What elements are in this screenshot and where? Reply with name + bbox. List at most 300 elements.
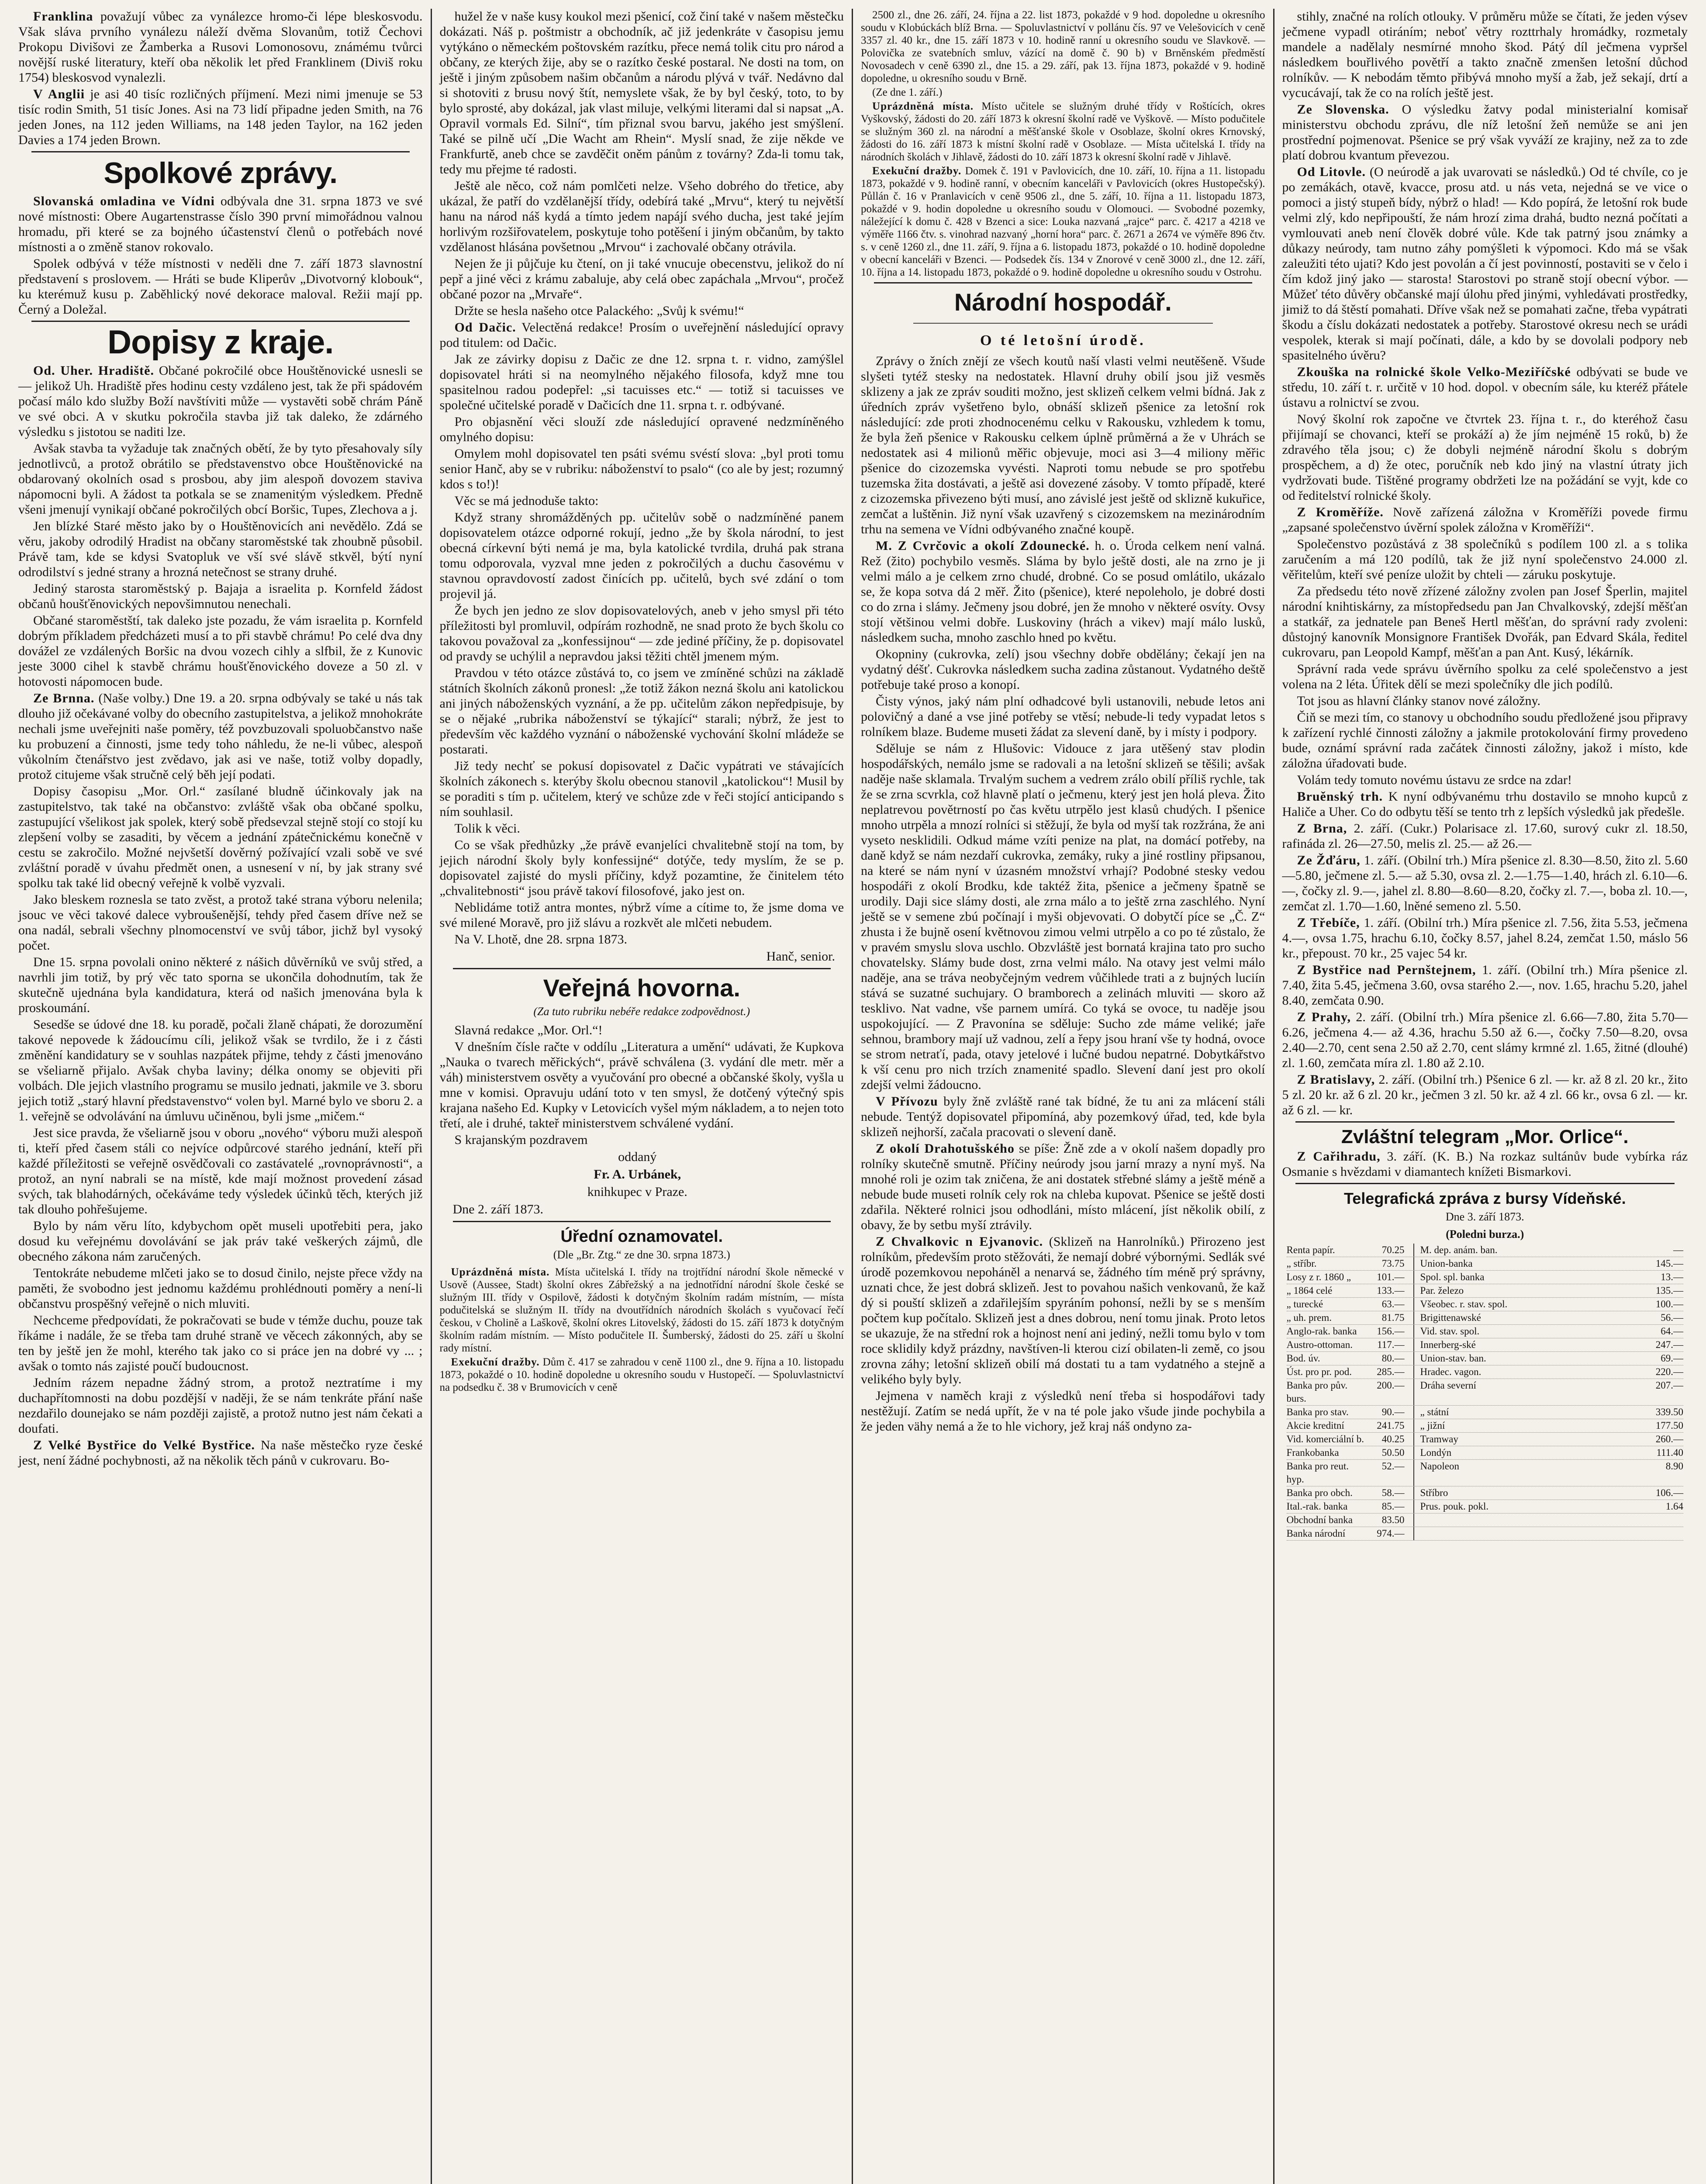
paragraph-lead: Uprázdněná místa. (872, 100, 974, 112)
divider (913, 323, 1213, 324)
column-1 (10, 9, 432, 2184)
table-cell: „ uh. prem. (1286, 1312, 1332, 1323)
table-cell (1644, 1527, 1683, 1540)
paragraph-lead: Ze Slovenska. (1297, 102, 1389, 117)
paragraph (18, 784, 423, 891)
intro-section (18, 9, 423, 148)
uredni-section (440, 1266, 844, 1394)
paragraph-text: Nově zařízená záložna v Kroměříži povede firmu „zapsané společenstvo úvěrní spolek záložna v Kroměříži“. (1282, 505, 1688, 535)
table-row (1287, 1406, 1683, 1419)
paragraph-lead: Z Prahy, (1297, 1010, 1351, 1024)
signature-knihkupec: knihkupec v Praze. (587, 1185, 687, 1199)
signature-date: Dne 2. září 1873. (452, 1202, 543, 1216)
paragraph-text: (Sklizeň na Hanrolníků.) Přirozeno jest rolníkům, především proto stěžováti, že nemají dobré výbornými. Sedlák své úrodě pozemkovou nepoháněl a nenarvá se, žádného tím méně prý správny, uznati chce, že jest dobrá sklizeň. Jest to povahou našich venkovanů, že kaž dý si pouští sklizeň a zdařilejším spyráním pohonsí, nežli by se s menším počtem kup počítalo. Sklizeň jest a dnes dobrou, není tomu jinak. Proto letos se ukazuje, že na střední rok a hojnost není ani jediný, nežli tomu bylo v tom roce sklidily když prázdny, navštíven-li kterou cizí obilaten-li země, co jsou zrovna záhy; letošní sklizeň obilí má dostati tu a tam vydatného a stejně a velikého byly byly. (861, 1234, 1265, 1386)
signature-oddany: oddaný (618, 1150, 657, 1164)
table-row (1287, 1365, 1683, 1379)
paragraph-lead: V Přívozu (876, 1094, 938, 1109)
paragraph (440, 493, 844, 508)
table-cell: Innerberg-ské (1420, 1339, 1476, 1350)
paragraph-text: (Ze dne 1. září.) (872, 86, 943, 98)
paragraph (1282, 915, 1688, 961)
table-cell: 285.— (1365, 1365, 1414, 1379)
paragraph-text: (O neúrodě a jak uvarovati se následků.) Od té chvíle, co je po zemákách, otavě, kvacce, prosu atd. u nás veta, nejedná se ve vice o pomoci a jistý stupeň bídy, nýbrž o hlad! — Kdo popírá, že letošní rok bude velmi zlý, kdo nepřipouští, že nám hrozí zima drahá, budto nezná počítati a vymlouvati aneb není člověk dobré vůle. Kde tak patrný jsou známky a důkazy neúrody, tam nutno záhy pomýšleti k výpomoci. Kdo má se však zaleužiti této ujati? Kdo jest povolán a čí jest povinností, postaviti se v čelo i čím kdož jiný jako — starosta! Starostovi po straně stojí obecní výbor. — Můžeť této důvěry občanské mají úlohu před jinými, vyhledávati prostředky, jimiž to dá štěstí pomahati. Dříve však než se pomahati začne, třeba vypátrati škodu a číslu dokázati nedostatek a potřeby. Starostové okresu nech se urádi vespolek, kterak si mají počínati, dále, a kdo by se dovolali podpory neb spasitelného úvěru? (1282, 165, 1688, 363)
paragraph-text: Tolik k věci. (454, 821, 520, 836)
table-cell: Hradec. vagon. (1420, 1366, 1482, 1377)
paragraph (18, 256, 423, 317)
table-cell: 52.— (1365, 1460, 1414, 1486)
table-cell: 63.— (1365, 1298, 1414, 1311)
paragraph-text: Sesedše se údové dne 18. ku poradě, počali žlaně chápati, že dorozumění takové nepovede k žádoucímu cíli, jelikož však se tvrdilo, že i z části změnění kandidatury se v souhlas nazpátek přijme, tehdy z části jmenováno se všeliarně přijalo. Avšak chyba laviny; délka onomy se objeviti při volbách. Dle jejich vlastního programu se musilo jednati, jakmile ve 3. sboru jejich totiž „starý hlavní představenstvo“ volen byl. Marné bylo ve sboru 2. a 1. veřejně se odvolávání na úmluvu učiněnou, byli jsme „mičem.“ (18, 1017, 423, 1123)
paragraph (1282, 164, 1688, 363)
paragraph-text: Jen blízké Staré město jako by o Houštěnovicích ani nevědělo. Zdá se věru, jakoby odrodilý Hradist na občany staroměstské tak zhoubně působil. Právě tam, kde se kdysi Svatopluk ve vší své slávě stkvěl, býtí nyní odrodilství s jedné strany a hrozná netečnost se strany druhé. (18, 519, 423, 579)
burza-date: Dne 3. září 1873. (1445, 1210, 1524, 1223)
paragraph-text: 2. září. (Cukr.) Polarisace zl. 17.60, surový cukr zl. 18.50, rafináda zl. 26—27.50, melis zl. 25.— až 26.— (1282, 821, 1688, 851)
paragraph-text: Avšak stavba ta vyžaduje tak značných obětí, že by tyto přesahovaly síly jednotlivců, a protož obrátilo se představenstvo obce Houštěnovické na obdarovaný okolních osad s prosbou, aby jim alespoň dovozem staviva nápomocni byli. A žádost ta potkala se se znamenitým výsledkem. Předně všeni jmenují vynikají občané pokročilých obcí Boršic, Tupes, Zlechova a j. (18, 441, 423, 517)
paragraph-lead: Uprázdněná místa. (451, 1266, 550, 1278)
table-cell (1644, 1514, 1683, 1527)
table-cell: 220.— (1655, 1366, 1684, 1377)
section-title-spolkove: Spolkové zprávy. (104, 156, 338, 190)
paragraph-text: odbývala dne 31. srpna 1873 ve své nové místnosti: Obere Augartenstrasse číslo 390 první mimořádnou valnou hromadu, při které se za bojného účastenství členů o potřebách nové místnosti a o změně stanov rokovalo. (18, 194, 423, 254)
table-row (1287, 1352, 1683, 1365)
paragraph-text: 1. září. (Obilní trh.) Míra pšenice zl. 8.30—8.50, žito zl. 5.60—5.80, ječmene zl. 5.— až 5.30, ovsa zl. 2.—1.75—1.40, hrách zl. 6.10—6.—, čočky zl. 9.—, jahel zl. 8.80—8.60—8.20, čočky zl. 7.—, boba zl. 10.—, zemčat zl. 1.70—1.60, lněné semeno zl. 5.50. (1282, 853, 1688, 913)
table-cell: 117.— (1365, 1338, 1414, 1351)
paragraph (440, 352, 844, 413)
paragraph-text: Zprávy o žních znějí ze všech koutů naší vlasti velmi neutěšeně. Všude slyšeti tytéž stesky na nedostatek. Hlavní druhy obilí jsou již vesměs sklizeny a jak ze zpráv souditi možno, jest sklizeň celkem velmi bídná. Jak z úředních zpráv vyšetřeno bylo, obnáší sklizeň pšenice za letošní rok následující: zde proti zhodnocenému celku v Rakousku, vzhledem k tomu, že byla žeň pšenice v Rakousku celkem úplně průměrná a že v Uhrách se nedostatek asi 4 milionů měřic objevuje, moci asi 3—4 miliony měřic pšenice do cizozemska vyvésti. Naproti tomu nebude se pro spotřebu tuzemska žita dostávati, a ještě asi dovezené zásoby. V tomto případě, které z cizozemska přivezeno býti musí, ano závislé jest ještě od sklizně kukuřice, zemčat a luštěnin. Již nyní však uzavřený s cizozemskem na mezinárodním trhu na semena ve Vídni odbývaného značné koupě. (861, 354, 1265, 536)
paragraph (1282, 364, 1688, 410)
paragraph (18, 1218, 423, 1264)
divider (31, 151, 410, 152)
paragraph (1282, 772, 1688, 788)
table-cell: Stříbro (1420, 1487, 1448, 1498)
table-cell: 339.50 (1655, 1406, 1684, 1417)
paragraph (440, 1039, 844, 1131)
paragraph (440, 178, 844, 255)
paragraph (861, 100, 1265, 163)
paragraph-lead: Bruěnský trh. (1297, 789, 1383, 804)
paragraph (861, 1234, 1265, 1387)
paragraph-lead: Z Velké Bystřice do Velké Bystřice. (33, 1438, 255, 1452)
divider (1295, 1121, 1675, 1123)
table-cell: 56.— (1661, 1312, 1684, 1323)
paragraph-lead: Z Kroměříže. (1297, 505, 1384, 519)
paragraph (861, 353, 1265, 537)
paragraph (1282, 661, 1688, 692)
paragraph (18, 1017, 423, 1124)
divider (1295, 1183, 1675, 1184)
paragraph-text: Pravdou v této otázce zůstává to, co jsem ve zmíněné schůzi na základě státních školních zákonů pronesl: „že totiž žákon nezná školu ani katolickou ani jiných náboženských vyznání, a že pp. učitelům zákon nepředpisuje, by se o nějaké „rubrika náboženství se týkající“ starali; nýbrž, že jest to především věc každého vyznání o náboženské vychování školní mládeže se postarati. (439, 666, 844, 757)
paragraph (1282, 536, 1688, 582)
paragraph (440, 1356, 844, 1394)
table-row (1287, 1284, 1683, 1298)
table-cell: Vid. komerciální b. (1286, 1434, 1364, 1444)
divider (453, 1221, 831, 1222)
paragraph-lead: Z Bystřice nad Pernštejnem, (1297, 963, 1476, 977)
table-row (1287, 1514, 1683, 1527)
paragraph (440, 665, 844, 757)
paragraph (18, 1265, 423, 1311)
section-title-uredni: Úřední oznamovatel. (560, 1227, 723, 1246)
paragraph (1282, 102, 1688, 163)
paragraph-text: 2. září. (Obilní trh.) Míra pšenice zl. 6.66—7.80, žita 5.70—6.26, ječmena 4.— až 4.36, hrachu 5.50 až 6.—, čočky 7.50—8.20, ovsa 2.40—2.70, cent sena 2.50 až 2.70, cent slámy krmné zl. 1.65, žitné (dlouhé) zl. 1.60, zemčata míra zl. 1.80 až 2.10. (1282, 1010, 1688, 1070)
paragraph-text: Nejen že ji půjčuje ku čtení, on ji také vnucuje obecenstvu, jelikož do ní pepř a jiné věci z krámu zabaluje, aby celá obec zapáchala „Mrvou“, pročež občané pozor na „Mrvaře“. (439, 256, 844, 301)
paragraph-lead: Exekuční dražby. (451, 1356, 540, 1368)
paragraph (18, 9, 423, 85)
paragraph-text: Věc se má jednoduše takto: (454, 494, 599, 508)
paragraph (440, 1023, 844, 1038)
table-cell: 133.— (1365, 1284, 1414, 1297)
paragraph (18, 194, 423, 255)
paragraph-text: Nechceme předpovídati, že pokračovati se bude v témže duchu, pouze tak říkáme i nadále, že se třeba tam druhé straně ve věcech zákonných, aby se ten by ještě jen že mohl, kterého tak jako co si práce jen na dobré vy ... ; avšak o tomto nás zajisté poučí budoucnost. (18, 1313, 423, 1373)
paragraph (861, 1388, 1265, 1434)
paragraph-lead: Od Litovle. (1297, 165, 1366, 179)
table-cell: Dráha severní (1420, 1380, 1476, 1391)
paragraph-text: Spolek odbývá v téže místnosti v neděli dne 7. září 1873 slavnostní představení s proslovem. — Hráti se bude Kliperův „Divotvorný klobouk“, ku kterémuž kusu p. Zaběhlický nové dekorace maloval. Režii mají pp. Černý a Doležal. (18, 256, 423, 317)
paragraph-text: Již tedy nechť se pokusí dopisovatel z Dačic vypátrati ve stávajících školních zákonech s. kterýby školu obecnou stanovil „katolickou“! Musil by se poraditi s tím p. učitelem, který ve schůze zde v řeči stojící anticipando s ním souhlasil. (439, 759, 844, 819)
paragraph-text: Občané pokročilé obce Houštěnovické usnesli se — jelikož Uh. Hradiště přes hodinu cesty vzdáleno jest, tak že při spádovém počasí málo kdo služby Boží navštíviti může — vystavěti sobě chrám Páně ve své obci. A v skutku pokročila stavba již tak daleko, že zdárného výsledku s jistotou se naditi lze. (18, 363, 423, 439)
table-cell: 247.— (1655, 1339, 1684, 1350)
paragraph-text: hužel že v naše kusy koukol mezi pšenicí, což činí také v našem městečku dokázati. Náš p. poštmistr a obchodník, ač již jedenkráte v časopisu jemu vytýkáno o německém poštovském razítku, přece nemá tolik citu pro národ a občany, ze kterých žije, aby se o razítko české postaral. Ne dosti na tom, on ještě i jiným způsobem našim občanům a národu plývá v tvář. Nedávno dal si shotoviti z brusu nový štít, nemyslete však, že by byl český, toto, to by bylo sprosté, aby dokázal, jak vlast miluje, velkými literami dal si napsat „A. Opravil vormals Ed. Silní“, tím přiznal svou barvu, jakého jest smýšlení. Také se pilně učí „Die Wacht am Rhein“. Myslí snad, že zije někde ve Frankfurtě, aneb chce se zavděčit oněm pánům z továrny? Zda-li tomu tak, tedy mu přejme té radosti. (439, 9, 844, 176)
paragraph-text: Čiň se mezi tím, co stanovy u obchodního soudu předložené jsou připravy k zařízení rychlé činnosti záložny a jakmile protokolování firmy provedeno bude, oznámí správní rada začátek činnosti záložny, jakož i místo, kde záložna úřadovati bude. (1282, 710, 1688, 771)
section-title-narodni: Národní hospodář. (954, 288, 1172, 316)
section-subtitle-verejna: (Za tuto rubriku nebéře redakce zodpovědnost.) (533, 1005, 750, 1018)
paragraph-text: Domek č. 191 v Pavlovicích, dne 10. září, 10. října a 11. listopadu 1873, pokaždé v 9. hodině ranní, v obecním kanceláři v Pavlovicích (okres Hustopečský). Půllán č. 16 v Pranlavicích v ceně 9506 zl., dne 5. září, 10. října a 11. listopadu 1873, pokaždé v 9. hodin dopoledne u okresního soudu v Olomouci. — Svobodné pozemky, náležející k domu č. 428 v Bzenci a sice: Louka nazvaná „rajce“ parc. č. 4217 a 4218 ve výměře 1166 čtv. s. vinohrad nazvaný „horní hora“ parc. č. 2671 a 2674 ve výměře 896 čtv. s. v ceně 1260 zl., dne 11. září, 9. října a 6. listopadu 1873, pokaždé o 10. hodině dopoledne v obecní kanceláři v Bzenci. — Podsedek čís. 134 v Znorové v ceně 3000 zl., dne 12. září, 10. října a 14. listopadu 1873, pokaždé o 9. hodině dopoledne u okresního soudu v Ostrohu. (861, 165, 1265, 278)
paragraph (1282, 1149, 1688, 1179)
paragraph (18, 1438, 423, 1468)
paragraph-text: Jejmena v naměch kraji z výsledků není třeba si hospodářovi tady nestěžují. Zatím se nedá upřít, že v na té pole jako všude jinde pochybila a že jeden vähy nemá a že to hle vichory, jež kraj náš ondyno za- (861, 1389, 1265, 1434)
paragraph (861, 538, 1265, 645)
paragraph (1282, 853, 1688, 914)
table-cell: 145.— (1655, 1258, 1684, 1269)
paragraph-text: Jako bleskem roznesla se tato zvěst, a protož také strana výboru nelenila; jsouc ve věci takové dalece vybroušenější, tehdy před časem dříve než se ona nadál, sebrali všechny plnomocenství ve svůj tábor, jichž byl vysoký počet. (18, 892, 423, 953)
table-cell: Renta papír. (1286, 1244, 1335, 1255)
paragraph-text: 2500 zl., dne 26. září, 24. října a 22. list 1873, pokaždé v 9 hod. dopoledne u okresního soudu v Klobúckách blíž Brna. — Spoluvlastnictví v pollánu čís. 97 ve Velešovicích v ceně 3357 zl. 40 kr., dne 15. září 1873 v 10. hodině ranní u okresního soudu ve Slavkově. — Polovička ze svatebních smluv, vázící na domě č. 90 b) v Brněnském předměstí Novosadech v ceně 6390 zl., dne 15. a 29. září, pak 13. října 1873, pokaždé v 9. hodině dopoledne, u okresního soudu v Brně. (861, 9, 1265, 84)
column-3 (853, 9, 1274, 2184)
paragraph-text: 3. září. (K. B.) Na rozkaz sultánův bude vybírka ráz Osmanie s hvězdami v diamantech knížeti Bismarkovi. (1282, 1149, 1688, 1179)
signature-hanc: Hanč, senior. (766, 949, 836, 964)
paragraph-lead: V Anglii (33, 87, 85, 101)
article-title-letosni-uroda: O té letošní úrodě. (980, 332, 1146, 349)
paragraph (18, 1125, 423, 1217)
paragraph (861, 1094, 1265, 1140)
paragraph-text: Že bych jen jedno ze slov dopisovatelových, aneb v jeho smysl při této příležitosti byl promluvil, odpírám rozhodně, ne snad proto že bych školu co takovou považoval za „konfessijnou“ — zde jediné příčiny, že p. dopisovatel od pravdy se uchýlil a nepravdou jaksi těžiti chtěl jmenem mým. (439, 603, 844, 663)
table-cell: 69.— (1661, 1353, 1684, 1364)
paragraph-text: Bylo by nám věru líto, kdybychom opět museli upotřebiti pera, jako dosud ku veřejnému dovolávání se jak práv také veškerých zájmů, dle obecného zákona nám zaručených. (18, 1219, 423, 1264)
paragraph-text: stihly, značné na rolích otlouky. V průměru může se čítati, že jeden výsev ječmene vypadl otiráním; neboť větry rozttrhaly hromádky, rozmetaly mandele a nadělaly nesmírné mnoho škod. Pátý díl ječmena vypršel následkem bouřlivého povětří a takto značně zmenšen letošní důchod rolníkův. — K nebodám těmto přibývá mnoho myší a žab, jež sekají, drtí a vycucávají, tak že co na rolích ještě jest. (1282, 9, 1688, 100)
paragraph (18, 1375, 423, 1436)
paragraph-text: Jak ze závirky dopisu z Dačic ze dne 12. srpna t. r. vidno, zamýšlel dopisovatel hráti si na neomylného nějakého filosofa, když mne tou spasitelnou radou podepřel: „si tacuisses etc.“ — totiž si tacuisses ve společné učitelské poradě v Dačicích dne 11. srpna t. r. odbývané. (439, 352, 844, 412)
table-cell: Union-banka (1420, 1258, 1473, 1269)
paragraph-text: Jedním rázem nepadne žádný strom, a protož neztratíme i my duchapřítomnosti na dobu pozdější v naději, že se nám tenkráte přání naše nezdařilo dounejako se nám později zajistě, a protož nutno jest nám čekati a doufati. (18, 1375, 423, 1436)
paragraph-text: Neblidáme totiž antra montes, nýbrž víme a cítime to, že jsme doma ve své milené Moravě, pro již slávu a rozkvět ale mlčeti nebudem. (439, 900, 844, 930)
paragraph (440, 446, 844, 492)
paragraph (18, 581, 423, 612)
paragraph (440, 758, 844, 819)
section-subtitle-uredni: (Dle „Br. Ztg.“ ze dne 30. srpna 1873.) (553, 1248, 730, 1261)
paragraph-lead: Z Bratislavy, (1297, 1072, 1375, 1087)
column-4 (1274, 9, 1696, 2184)
paragraph-text: Omylem mohl dopisovatel ten psáti svému svéstí slova: „byl proti tomu senior Hanč, aby se v rubriku: náboženství to psalo“ (co ale by jest; rozumný kdos s to!)! (439, 446, 844, 491)
paragraph-lead: Z Brna, (1297, 821, 1347, 836)
table-cell: „ 1864 celé (1286, 1285, 1333, 1296)
table-cell: „ státní (1420, 1406, 1449, 1417)
paragraph (440, 1266, 844, 1355)
paragraph-text: Nový školní rok započne ve čtvrtek 23. října t. r., do kteréhož času přijímají se chovanci, kteří se prokáží a) že jím nejméně 15 roků, b) že zdravého těla jsou; c) že dobyli nejméně národní školu s dobrým prospěchem, a d) že otec, poručník neb kdo jiný na vlastní útraty jich vydržovati bude. Tištěné programy obdržeti lze na požádání se vyjt, kde co od ředitelství rolnické školy. (1282, 412, 1688, 503)
paragraph-lead: Z Chvalkovic n Ejvanovic. (876, 1234, 1043, 1249)
paragraph-text: Na naše městečko ryze české jest, není žádné pochybnosti, až na několik těch pánů v cukrovaru. Bo- (18, 1438, 423, 1468)
paragraph-text: Ještě ale něco, což nám pomlčeti nelze. Všeho dobrého do třetice, aby ukázal, že patří do vzdělanější třídy, odebírá také „Mrvu“, který tu největší hanu na národ náš kydá a tímto jedem napájí svého ducha, jest také jejím horlivým rozšiřovatelem, poskytuje toho potěšení i jiným občanům, by takto vzdělanost hlásána povšetnou „Mrvou“ i zachovalé občany otrávila. (439, 179, 844, 254)
paragraph (861, 9, 1265, 85)
table-cell: 241.75 (1365, 1419, 1414, 1432)
paragraph-text: je asi 40 tisíc rozličných příjmení. Mezi nimi jmenuje se 53 tisíc rodin Smith, 51 tisíc Jones. Asi na 73 lidí připadne jeden Smith, na 76 jeden Jones, na 112 jeden Williams, na 148 jeden Taylor, na 162 jeden Davies a 174 jeden Brown. (18, 87, 423, 147)
paragraph (18, 954, 423, 1016)
paragraph-lead: Z Cařihradu, (1297, 1149, 1381, 1164)
table-cell: 13.— (1661, 1272, 1684, 1282)
table-row (1287, 1257, 1683, 1271)
table-cell: 177.50 (1655, 1420, 1684, 1431)
table-cell (1414, 1527, 1644, 1540)
section-title-dopisy: Dopisy z kraje. (107, 324, 334, 361)
paragraph (1282, 821, 1688, 851)
table-cell (1414, 1514, 1644, 1527)
paragraph-lead: Z Třebíče, (1297, 916, 1360, 930)
burza-subtitle: (Poledni burza.) (1446, 1228, 1524, 1241)
paragraph (18, 86, 423, 148)
paragraph-text: Slavná redakce „Mor. Orl.“! (454, 1023, 603, 1037)
table-cell: Par. železo (1420, 1285, 1464, 1296)
paragraph-text: K nyní odbývanému trhu dostavilo se mnoho kupců z Haliče a Uher. Co do odbytu těší se tento trh z lepších výsledků jak předešle. (1282, 789, 1688, 819)
table-cell: „ stříbr. (1286, 1258, 1317, 1269)
table-cell: 100.— (1655, 1299, 1684, 1310)
table-cell: Napoleon (1420, 1461, 1459, 1472)
paragraph (440, 1132, 844, 1147)
table-cell: Londýn (1420, 1447, 1452, 1458)
paragraph-text: se píše: Žně zde a v okolí našem dopadly pro rolníky skutečně smutně. Příčiny neúrody jsou jarní mrazy a nyní myš. Na mnohé roli je ozim tak zničena, že ani dostatek střebné slámy a ještě méně a nebude bude museti rolník cely rok na chleba kupovat. Pšenice se ještě dosti zdařila. Některé rolnici jsou odhodláni, místo mlácení, jíst několik obilí, z obavy, že by setbu myší ztrávily. (861, 1141, 1265, 1232)
paragraph-text: 1. září. (Obilní trh.) Míra pšenice zl. 7.56, žita 5.53, ječmena 4.—, ovsa 1.75, hrachu 6.10, čočky 8.57, jahel 8.24, zemčat 1.50, máslo 56 kr., přepoust. 70 kr., 25 vajec 54 kr. (1282, 916, 1688, 961)
table-cell: 207.— (1655, 1380, 1684, 1391)
paragraph (18, 691, 423, 782)
table-cell: 58.— (1365, 1486, 1414, 1500)
table-cell: 156.— (1365, 1325, 1414, 1338)
section-title-burza: Telegrafická zpráva z bursy Vídeňské. (1343, 1189, 1626, 1207)
table-cell: Úst. pro pr. pod. (1286, 1366, 1352, 1377)
paragraph (861, 1141, 1265, 1233)
table-cell: Banka pro stav. (1286, 1406, 1349, 1417)
column-2 (432, 9, 853, 2184)
section-title-verejna: Veřejná hovorna. (543, 974, 740, 1002)
table-cell: Spol. spl. banka (1420, 1272, 1485, 1282)
paragraph (440, 837, 844, 898)
paragraph (18, 518, 423, 580)
table-cell: Akcie kreditní (1286, 1420, 1344, 1431)
paragraph-text: Okopniny (cukrovka, zelí) jsou všechny dobře obdělány; čekají jen na vydatný déšť. Cukrovka následkem sucha zadina zůstanout. Vydatného deště potřebuje také proso a konopí. (861, 647, 1265, 692)
section-title-telegram: Zvláštní telegram „Mor. Orlice“. (1341, 1126, 1629, 1147)
table-row (1287, 1311, 1683, 1325)
dopisy-section (18, 363, 423, 1468)
table-cell: Banka národní (1286, 1528, 1346, 1539)
table-row (1287, 1379, 1683, 1406)
paragraph-text: Velectěná redakce! Prosím o uveřejnění následující opravy pod titulem: od Dačic. (439, 320, 844, 350)
table-cell: Losy z r. 1860 „ (1286, 1272, 1351, 1282)
table-cell: 81.75 (1365, 1311, 1414, 1324)
paragraph-text: 1. září. (Obilní trh.) Míra pšenice zl. 7.40, žita 5.45, ječmena 3.60, ovsa starého 2.—, nov. 1.65, hrachu 5.20, jahel 8.40, zemčata 0.90. (1282, 963, 1688, 1008)
table-cell: 64.— (1661, 1326, 1684, 1337)
table-cell: Banka pro reut. hyp. (1286, 1461, 1349, 1485)
divider (453, 968, 831, 969)
table-cell: 90.— (1365, 1406, 1414, 1419)
table-cell: 1.64 (1665, 1501, 1684, 1512)
paragraph-text: Na V. Lhotě, dne 28. srpna 1873. (454, 932, 628, 947)
paragraph-text: Sděluje se nám z Hlušovic: Vidouce z jara utěšený stav plodin hospodářských, nemálo jsme se radovali a na letošní sklizeň se těšili; avšak naděje naše sklamala. Trvalým suchem a vedrem zrálo obilí příliš rychle, tak že se zrna scvrkla, což hlavně platí o ječmenu, který jest jen holá pleva. Žito neplatrevou povětrností po čas květu utrpělo jest klasů chudých. I pšenice mnoho utrpěla a mnozí rolníci si stěžují, že byla od myší tak rozžrána, že ani vyseto nesklidili. Odkud máme vzíti penize na plat, na domácí potřeby, na daně když se nám nezdaří cukrovka, zemáky, ruky a jiné rostliny připsanou, na které se nám nyní v úzasném množství vrhají? Podobné stesky vedou hospodáři z okolí Brodku, kde taktéž žita, pšenice a ječmeny špatně se urodily. Daji sice slámy dosti, ale zrna málo a to ještě zrna zaschlého. Nyní ještě se v semene zbú počínají i myši objevovati. O dobytčí píce se „Č. Z“ zhusta i že bujně osení květnovou zimou velmi utrpělo a co po té zůstalo, že v pravém smyslu slova uschlo. Obzvláště jest bornatá krajina tato pro sucho chovatelsky. Slámy bude dost, zrna velmi málo. Na otavy jest velmi málo naděje, ana se tráva neobyčejným vedrem vůčihlede trati a z bujných luciín stává se suzatné suchujary. O bramborech a zelinách mluviti — skoro až tesklivo. Nat vadne, vše parnem umírá. Co tyká se ovoce, tu naděje jsou uspokojující. — Z Pravonína se sděluje: Sucho zde máme veliké; jaře sehnou, brambory mají už vadnou, zelí a řepy jsou hraní vše ty hodná, ovoce se strom netraťí, pada, otavy jetelové i lučné budou nepatrné. Dobytkářstvo k vší cenu pro nich trzích znamenité spadlo. Slevení daní jest pro okolí zdejší velmi žádoucno. (861, 741, 1265, 1092)
table-cell: 974.— (1365, 1527, 1414, 1540)
verejna-section (440, 1023, 844, 1147)
paragraph (1282, 789, 1688, 819)
paragraph-text: Co se však předhůzky „že právě evanjelíci chvalitebně stojí na tom, by jejich národní školy byly konfessijné“ dotýče, tedy myslím, že se p. dopisovatel zajisté do mysli příčiny, když pozamtine, že činitelem této „chvalitebnosti“ jsou právě takoví filosofové, jako jest on. (439, 838, 844, 898)
paragraph-text: 2. září. (Obilní trh.) Pšenice 6 zl. — kr. až 8 zl. 20 kr., žito 5 zl. 20 kr. až 6 zl. 20 kr., ječmen 3 zl. 50 kr. až 4 zl. 66 kr., ovsa 6 zl. — kr. až 6 zl. — kr. (1282, 1072, 1688, 1117)
paragraph-lead: Zkouška na rolnické škole Velko-Meziříčské (1297, 365, 1571, 379)
paragraph-text: Občané staroměstští, tak daleko jste pozadu, že vám israelita p. Kornfeld dobrým příkladem předcházeti musí a to při stavbě chrámu! Po celé dva dny dovážel ze vzdálených Boršic na dvou vozech cihly a slfbil, že z Kunovic jeste 3000 cihel k stavbě chrámu houšťěnovického doveze a 50 zl. v hotovosti nápomocen bude. (18, 613, 423, 689)
paragraph-text: Místa učitelská I. třídy na trojtřídní národní škole německé v Usově (Aussee, Stadt) školní okres Zábřežský a na jednotřídní národní škole české se služným III. třídy v Ospilově, žádosti k dotyčným školním radám místním, — místa podučitelská se služným II. třídy na dvoutřídních národních školách s vyučovací řečí českou, v Cholině a Laškově, školní okres Litovelský, žádosti do 15. září 1873 k dotyčným školním radám místním. — Místo podučitele II. Šumberský, žádosti do 25. září u školní rady místní. (439, 1266, 844, 1354)
paragraph (440, 9, 844, 177)
paragraph (440, 414, 844, 445)
narodni-section (861, 353, 1265, 1434)
col2-top-section (440, 9, 844, 947)
paragraph-text: O výsledku žatvy podal ministerialní komisař ministerstvu obchodu zprávu, dle níž letošní žeň nemůže se ani jen prostřední pojmenovat. Pšenice se prý však vyváží ze krajiny, než za to zde platí dobrou kvantum převezou. (1282, 102, 1688, 162)
table-cell: Ital.-rak. banka (1286, 1501, 1348, 1512)
paragraph-text: odbývati se bude ve středu, 10. září t. r. určitě v 10 hod. dopol. v obecním sále, ku kteréž přátele ústavu a rolnictví se zvou. (1282, 365, 1688, 410)
table-cell: 73.75 (1365, 1257, 1414, 1270)
table-cell: 40.25 (1365, 1433, 1414, 1446)
paragraph-text: byly žně zvláště rané tak bídné, že tu ani za mlácení stáli nebude. Tentýž dopisovatel připomíná, aby pozemkový úřad, ted, kde byla sklizeň nejhorší, začala pracovati o slevení daně. (861, 1094, 1265, 1139)
paragraph-lead: Franklina (33, 9, 93, 24)
table-cell: 83.50 (1365, 1514, 1414, 1527)
paragraph (18, 613, 423, 689)
divider (874, 282, 1252, 283)
paragraph (1282, 584, 1688, 660)
table-row (1287, 1244, 1683, 1257)
paragraph-text: Správní rada vede správu úvěrního spolku za celé společenstvo a jest volena na 2 léta. Úřitek dělí se mezi společníky dle jich podílů. (1282, 662, 1688, 691)
table-cell: 50.50 (1365, 1446, 1414, 1459)
table-cell: 106.— (1655, 1487, 1684, 1498)
table-row (1287, 1298, 1683, 1311)
paragraph (440, 900, 844, 930)
table-cell: Frankobanka (1286, 1447, 1339, 1458)
paragraph-text: Tot jsou as hlavní články stanov nové záložny. (1297, 694, 1541, 708)
paragraph (440, 603, 844, 664)
table-cell: Banka pro pův. burs. (1286, 1380, 1348, 1404)
paragraph (18, 363, 423, 439)
table-cell: 101.— (1365, 1271, 1414, 1284)
telegram-section (1282, 1149, 1688, 1179)
table-cell: „ jižní (1420, 1420, 1445, 1431)
paragraph-text: Společenstvo pozůstává z 38 společníků s podílem 100 zl. a s tolika zaručením a má 120 podílů, tak že již nyní společenstvo 24.000 zl. věřitelům, kteří své peníze uložit by chteli — záruku poskytuje. (1282, 537, 1688, 582)
table-row (1287, 1486, 1683, 1500)
table-row (1287, 1527, 1683, 1541)
paragraph (861, 646, 1265, 692)
paragraph-text: Místo učitele se služným druhé třídy v Roštících, okres Vyškovský, žádosti do 20. září 1873 k okresní školní radě ve Vyškově. — Místo podučitele se služným 360 zl. na národní a měšťanské škole v Osoblaze, školní okres Krnovský, žádosti do 16. září 1873 k místní školní radě v Osoblaze. — Místa učitelská I. třídy na národních školách v Jihlavě, žádosti do 10. září 1873 k okresní školní radě v Jihlavě. (861, 100, 1265, 163)
paragraph-text: Dům č. 417 se zahradou v ceně 1100 zl., dne 9. října a 10. listopadu 1873, pokaždé o 10. hodině dopoledne u okresního soudu v Hustopečí. — Spoluvlastnictví na podsedku č. 38 v Brumovicích v ceně (439, 1356, 844, 1393)
paragraph-lead: M. Z Cvrčovic a okolí Zdounecké. (876, 539, 1090, 553)
paragraph (440, 320, 844, 350)
table-row (1287, 1446, 1683, 1460)
paragraph (440, 932, 844, 947)
table-cell: Banka pro obch. (1286, 1487, 1353, 1498)
paragraph-lead: Od. Uher. Hradiště. (33, 363, 154, 378)
paragraph (1282, 710, 1688, 771)
paragraph-text: Jest sice pravda, že všeliarně jsou v oboru „nového“ výboru muži alespoň ti, kteří před časem stáli co nejvíce odpůrcové starého jednání, kteří při každé příležitosti se veřejně osvědčovali co zastávatelé „rovnoprávnosti“, a protož, an nyní nabrali se na místě, kde mají možnost provedení zásad svých, tak blahodárných, očekáváme tedy výsledek účinků těch, kterých již tak dlouho pohřešujeme. (18, 1126, 423, 1216)
paragraph (1282, 9, 1688, 100)
spolkove-section (18, 194, 423, 317)
paragraph (440, 821, 844, 836)
table-cell: 85.— (1365, 1500, 1414, 1513)
table-cell: Vid. stav. spol. (1420, 1326, 1480, 1337)
paragraph-text: Čisty výnos, jaký nám plní odhadcové byli ustanovili, nebude letos ani polovičný a dané a vse jiné potřeby se vtěsí; nebude-li tedy vypadat letos s rolníkem blaze. Budeme museti žádat za slevení daně, by i místy i podpory. (861, 694, 1265, 739)
table-row (1287, 1419, 1683, 1433)
table-cell: 260.— (1655, 1434, 1684, 1444)
col3-top-section (861, 9, 1265, 279)
table-row (1287, 1433, 1683, 1446)
paragraph (1282, 693, 1688, 708)
paragraph-text: Volám tedy tomuto novému ústavu ze srdce na zdar! (1297, 773, 1572, 787)
table-cell: 200.— (1365, 1379, 1414, 1405)
table-row (1287, 1271, 1683, 1284)
paragraph-text: Dne 15. srpna povolali onino některé z nášich důvěrníků ve svůj střed, a navrhli jim totiž, by prý věc tato sporna se ukončila dohodnutím, tak že skutečně ujednána byla kandidatura, která od našich jmenována byla k proskoumání. (18, 955, 423, 1015)
table-row (1287, 1500, 1683, 1514)
table-cell: „ turecké (1286, 1299, 1323, 1310)
paragraph (1282, 962, 1688, 1008)
table-cell: Union-stav. ban. (1420, 1353, 1486, 1364)
table-cell: Tramway (1420, 1434, 1458, 1444)
burza-table (1287, 1244, 1683, 1541)
paragraph-lead: Exekuční dražby. (872, 165, 962, 177)
paragraph (440, 256, 844, 302)
table-row (1287, 1460, 1683, 1486)
paragraph (440, 510, 844, 601)
paragraph-lead: Ze Žďáru, (1297, 853, 1361, 867)
divider (31, 321, 410, 322)
paragraph-text: S krajanským pozdravem (454, 1133, 588, 1147)
table-cell: Prus. pouk. pokl. (1420, 1501, 1489, 1512)
table-cell: 80.— (1365, 1352, 1414, 1365)
paragraph (861, 165, 1265, 279)
paragraph-text: Za předsedu této nově zřízené záložny zvolen pan Josef Šperlin, majitel národní knihtiskárny, za místopředsedu pan Jan Chvalkovský, zdejší měšťan a statkář, za jednatele pan Beneš Hertl měšťan, do správní rady zvoleni: důstojný kanovník Monsignore František Dvořák, pan Edvard Skála, ředitel cukrovaru, pan Leopold Kampf, měšťan a pan Ant. Kusý, lékárník. (1282, 584, 1688, 660)
paragraph-lead: Z okolí Drahotušského (876, 1141, 1015, 1156)
paragraph (1282, 411, 1688, 503)
table-cell: Bod. úv. (1286, 1353, 1320, 1364)
paragraph-text: Držte se hesla našeho otce Palackého: „Svůj k svému!“ (454, 304, 744, 318)
paragraph-text: Dopisy časopisu „Mor. Orl.“ zasílané bludně účinkovaly jak na zastupitelstvo, tak také na občanstvo: zvláště však oba občané spolku, zastupující všelikost jak spolek, který sobě předsevzal stejně stojí co stojí ku zlepšení volby se zasaditi, by věcem a jednání zpátečnickému konečně v cestu se zakročilo. Možné nejvšetší dověrný požívající vzali sobě ve své zvláštní poradě v úvahu předmět onen, a usnesení v ní, by jak strany své spolku tak také lid obecný veřejně k volbě vyzvali. (18, 784, 423, 890)
paragraph (18, 892, 423, 953)
paragraph (18, 441, 423, 517)
table-cell: Austro-ottoman. (1286, 1339, 1353, 1350)
paragraph-text: považují vůbec za vynálezce hromo-či lépe bleskosvodu. Však sláva prvního vynálezu náleží dvěma Slovanům, totiž Čechovi Prokopu Divišovi ze Žamberka a Rusovi Lomonosovu, známému tvůrci novější ruské literatury, kteří oba několik let před Franklinem (Diviš roku 1754) bleskosvod vynalezli. (18, 9, 423, 85)
paragraph (1282, 1072, 1688, 1118)
paragraph (1282, 505, 1688, 535)
table-cell: M. dep. anám. ban. (1420, 1244, 1498, 1255)
paragraph-text: Tentokráte nebudeme mlčeti jako se to dosud činilo, nejste přece vždy na paměti, že svobodno jest jednomu každému prohlédnouti poměry a není-li občanstvu prospěšný veřejně o nich mluviti. (18, 1266, 423, 1311)
paragraph-text: (Naše volby.) Dne 19. a 20. srpna odbývaly se také u nás tak dlouho již očekávané volby do obecního zastupitelstva, a jelikož mnohokráte nechali jsme uveřejniti naše poměry, též povzbuzovali spoluobčanstvo naše ku probuzení a činnosti, jsme tedy toho náhledu, že ne-li vůbec, alespoň vůkolním čtenářstvo jest zvědavo, jak asi ve naše, totiž volby dopadly, protož citujeme však stručně celý běh její podati. (18, 691, 423, 782)
paragraph (861, 694, 1265, 740)
paragraph-text: Pro objasnění věci slouží zde následující opravené nedzmíněného omylného dopisu: (439, 415, 844, 444)
table-row (1287, 1325, 1683, 1338)
paragraph (1282, 1009, 1688, 1071)
table-cell: 111.40 (1656, 1447, 1684, 1458)
table-cell: Obchodní banka (1286, 1514, 1353, 1525)
table-cell: Všeobec. r. stav. spol. (1420, 1299, 1508, 1310)
table-cell: Anglo-rak. banka (1286, 1326, 1357, 1337)
table-cell: 70.25 (1365, 1244, 1414, 1257)
paragraph (861, 741, 1265, 1092)
